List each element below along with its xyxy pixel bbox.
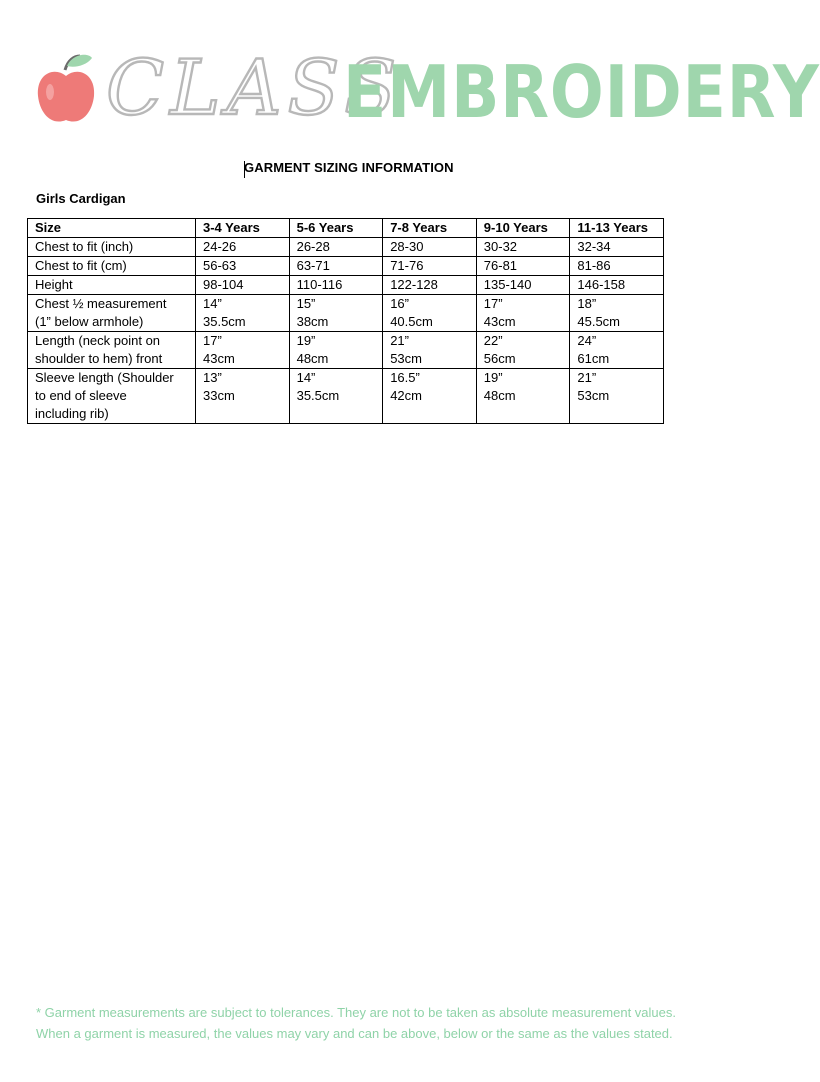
row-label-cell: Chest to fit (cm) [28, 257, 196, 276]
table-cell: 13” 33cm [196, 369, 290, 424]
table-row [28, 332, 664, 369]
table-cell: 24-26 [196, 238, 290, 257]
table-cell: 18” 45.5cm [570, 295, 664, 332]
table-cell: 26-28 [289, 238, 383, 257]
table-row [28, 257, 664, 276]
table-cell: 76-81 [476, 257, 570, 276]
table-cell: 32-34 [570, 238, 664, 257]
table-cell: 16.5” 42cm [383, 369, 477, 424]
table-cell: 28-30 [383, 238, 477, 257]
table-row [28, 238, 664, 257]
table-cell: 14” 35.5cm [196, 295, 290, 332]
logo-word-class: CLASS [106, 43, 403, 132]
table-header-row [28, 219, 664, 238]
table-cell: 21” 53cm [570, 369, 664, 424]
apple-icon [36, 52, 96, 132]
header-cell: 5-6 Years [289, 219, 383, 238]
logo-word-embroidery: EMBROIDERY [343, 50, 820, 134]
table-cell: 16” 40.5cm [383, 295, 477, 332]
class-embroidery-logo [36, 43, 820, 134]
row-label-cell: Length (neck point on shoulder to hem) front [28, 332, 196, 369]
table-cell: 56-63 [196, 257, 290, 276]
table-cell: 135-140 [476, 276, 570, 295]
table-cell: 21” 53cm [383, 332, 477, 369]
header-cell: 9-10 Years [476, 219, 570, 238]
row-label-cell: Chest ½ measurement (1” below armhole) [28, 295, 196, 332]
table-cell: 122-128 [383, 276, 477, 295]
table-cell: 30-32 [476, 238, 570, 257]
table-cell: 19” 48cm [476, 369, 570, 424]
header-cell: 3-4 Years [196, 219, 290, 238]
table-row [28, 276, 664, 295]
table-cell: 110-116 [289, 276, 383, 295]
table-cell: 71-76 [383, 257, 477, 276]
table-cell: 146-158 [570, 276, 664, 295]
table-row [28, 295, 664, 332]
header-cell: Size [28, 219, 196, 238]
table-cell: 17” 43cm [196, 332, 290, 369]
garment-name: Girls Cardigan [36, 191, 126, 206]
table-row [28, 369, 664, 424]
header-cell: 11-13 Years [570, 219, 664, 238]
row-label-cell: Height [28, 276, 196, 295]
table-cell: 63-71 [289, 257, 383, 276]
table-cell: 19” 48cm [289, 332, 383, 369]
sizing-table [27, 218, 664, 424]
table-cell: 17” 43cm [476, 295, 570, 332]
tolerance-footnote: * Garment measurements are subject to tolerances. They are not to be taken as absolute measurement values. When a garment is measured, the values may vary and can be above, below or the same as the values stated. [36, 1005, 676, 1041]
header-cell: 7-8 Years [383, 219, 477, 238]
table-cell: 98-104 [196, 276, 290, 295]
row-label-cell: Sleeve length (Shoulder to end of sleeve including rib) [28, 369, 196, 424]
table-cell: 81-86 [570, 257, 664, 276]
table-cell: 14” 35.5cm [289, 369, 383, 424]
table-cell: 24” 61cm [570, 332, 664, 369]
document-title: GARMENT SIZING INFORMATION [244, 160, 454, 175]
table-cell: 15” 38cm [289, 295, 383, 332]
table-cell: 22” 56cm [476, 332, 570, 369]
row-label-cell: Chest to fit (inch) [28, 238, 196, 257]
